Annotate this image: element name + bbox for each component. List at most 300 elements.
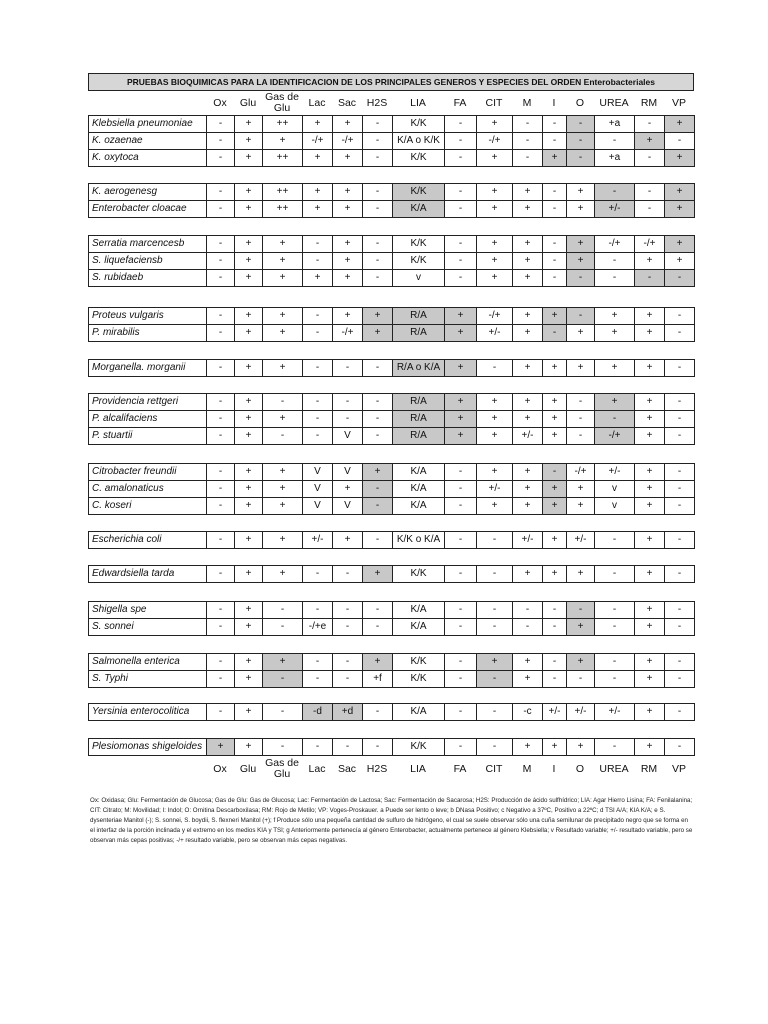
species-group <box>88 115 695 167</box>
result-cell: + <box>263 464 303 481</box>
result-cell: + <box>567 619 595 636</box>
result-cell: - <box>263 602 303 619</box>
result-cell: + <box>235 481 263 498</box>
result-cell: + <box>635 133 665 150</box>
column-header-m: M <box>522 96 532 109</box>
result-cell: + <box>513 411 543 428</box>
result-cell: -/+ <box>595 428 635 445</box>
species-group <box>88 601 695 636</box>
result-cell: - <box>665 308 695 325</box>
result-cell: - <box>363 253 393 270</box>
result-cell: - <box>207 428 235 445</box>
result-cell: - <box>477 360 513 377</box>
result-cell: +/- <box>595 201 635 218</box>
result-cell: - <box>543 133 567 150</box>
result-cell: + <box>567 253 595 270</box>
table-row <box>89 602 695 619</box>
result-cell: + <box>477 654 513 671</box>
result-cell: + <box>543 394 567 411</box>
result-cell: - <box>207 270 235 287</box>
column-header-vp: VP <box>671 762 686 775</box>
result-cell: + <box>263 498 303 515</box>
result-cell: + <box>477 498 513 515</box>
result-cell: - <box>263 619 303 636</box>
result-cell: - <box>445 184 477 201</box>
result-cell: + <box>445 394 477 411</box>
result-cell: + <box>567 325 595 342</box>
result-cell: - <box>595 619 635 636</box>
result-cell: +d <box>333 704 363 721</box>
table-row <box>89 253 695 270</box>
result-cell: + <box>263 308 303 325</box>
result-cell: + <box>513 360 543 377</box>
result-cell: - <box>513 619 543 636</box>
result-cell: +/- <box>567 704 595 721</box>
result-cell: - <box>635 201 665 218</box>
table-row <box>89 428 695 445</box>
species-name: Citrobacter freundii <box>89 464 207 481</box>
result-cell: + <box>333 150 363 167</box>
result-cell: - <box>207 411 235 428</box>
result-cell: + <box>363 464 393 481</box>
result-cell: + <box>477 201 513 218</box>
result-cell: - <box>513 602 543 619</box>
result-cell: - <box>363 532 393 549</box>
result-cell: ++ <box>263 184 303 201</box>
species-name: Plesiomonas shigeloides <box>89 739 207 756</box>
result-cell: - <box>595 602 635 619</box>
result-cell: + <box>567 201 595 218</box>
result-cell: - <box>333 671 363 688</box>
result-cell: - <box>635 184 665 201</box>
result-cell: + <box>263 481 303 498</box>
species-name: Edwardsiella tarda <box>89 566 207 583</box>
result-cell: - <box>543 619 567 636</box>
result-cell: - <box>665 481 695 498</box>
result-cell: - <box>207 360 235 377</box>
result-cell: + <box>235 704 263 721</box>
result-cell: - <box>303 428 333 445</box>
species-name: Salmonella enterica <box>89 654 207 671</box>
result-cell: - <box>207 394 235 411</box>
result-cell: + <box>567 360 595 377</box>
result-cell: R/A <box>393 394 445 411</box>
result-cell: + <box>635 671 665 688</box>
result-cell: - <box>207 464 235 481</box>
result-cell: + <box>513 671 543 688</box>
result-cell: -/+ <box>333 133 363 150</box>
result-cell: - <box>567 394 595 411</box>
species-name: Shigella spe <box>89 602 207 619</box>
table-row <box>89 270 695 287</box>
column-header-cit: CIT <box>485 762 503 775</box>
table-row <box>89 619 695 636</box>
result-cell: - <box>363 270 393 287</box>
result-cell: K/K o K/A <box>393 532 445 549</box>
result-cell: - <box>207 654 235 671</box>
result-cell: K/K <box>393 566 445 583</box>
result-cell: + <box>543 566 567 583</box>
column-header-top <box>88 89 694 117</box>
result-cell: R/A <box>393 325 445 342</box>
result-cell: + <box>363 325 393 342</box>
result-cell: + <box>665 116 695 133</box>
result-cell: - <box>543 602 567 619</box>
result-cell: + <box>235 201 263 218</box>
result-cell: K/K <box>393 253 445 270</box>
result-cell: + <box>303 184 333 201</box>
result-cell: - <box>303 325 333 342</box>
result-cell: + <box>445 308 477 325</box>
result-cell: K/A <box>393 464 445 481</box>
result-cell: + <box>635 481 665 498</box>
table-row <box>89 654 695 671</box>
result-cell: - <box>363 498 393 515</box>
species-name: K. oxytoca <box>89 150 207 167</box>
result-cell: V <box>333 428 363 445</box>
result-cell: + <box>513 184 543 201</box>
result-cell: R/A o K/A <box>393 360 445 377</box>
species-name: K. aerogenesg <box>89 184 207 201</box>
result-cell: - <box>207 253 235 270</box>
result-cell: + <box>235 325 263 342</box>
result-cell: + <box>635 532 665 549</box>
species-group <box>88 565 695 583</box>
result-cell: - <box>445 133 477 150</box>
result-cell: + <box>543 360 567 377</box>
result-cell: + <box>513 325 543 342</box>
result-cell: +/- <box>595 464 635 481</box>
result-cell: - <box>595 671 635 688</box>
result-cell: + <box>235 619 263 636</box>
species-name: P. mirabilis <box>89 325 207 342</box>
result-cell: - <box>303 308 333 325</box>
result-cell: - <box>363 619 393 636</box>
column-header-cit: CIT <box>485 96 503 109</box>
result-cell: + <box>235 133 263 150</box>
result-cell: - <box>477 671 513 688</box>
result-cell: + <box>363 654 393 671</box>
result-cell: + <box>543 308 567 325</box>
result-cell: - <box>363 411 393 428</box>
result-cell: K/K <box>393 236 445 253</box>
column-header-rm: RM <box>640 762 658 775</box>
result-cell: - <box>595 411 635 428</box>
result-cell: - <box>445 201 477 218</box>
species-name: P. stuartii <box>89 428 207 445</box>
result-cell: - <box>363 704 393 721</box>
result-cell: + <box>665 150 695 167</box>
column-header-gas-de-glu: Gas de Glu <box>265 757 299 780</box>
result-cell: - <box>445 270 477 287</box>
result-cell: -/+ <box>477 133 513 150</box>
result-cell: ++ <box>263 116 303 133</box>
result-cell: + <box>567 566 595 583</box>
result-cell: + <box>333 116 363 133</box>
result-cell: - <box>445 481 477 498</box>
result-cell: K/K <box>393 671 445 688</box>
result-cell: + <box>235 411 263 428</box>
result-cell: K/K <box>393 150 445 167</box>
result-cell: + <box>263 253 303 270</box>
result-cell: + <box>333 270 363 287</box>
result-cell: - <box>207 236 235 253</box>
result-cell: + <box>235 671 263 688</box>
species-name: K. ozaenae <box>89 133 207 150</box>
species-group <box>88 738 695 756</box>
result-cell: + <box>543 532 567 549</box>
result-cell: - <box>363 428 393 445</box>
result-cell: -/+ <box>595 236 635 253</box>
species-name: Proteus vulgaris <box>89 308 207 325</box>
result-cell: - <box>363 116 393 133</box>
result-cell: + <box>235 308 263 325</box>
column-header-glu: Glu <box>239 96 257 109</box>
table-row <box>89 671 695 688</box>
result-cell: + <box>235 116 263 133</box>
result-cell: -c <box>513 704 543 721</box>
result-cell: + <box>445 428 477 445</box>
result-cell: - <box>207 671 235 688</box>
result-cell: + <box>263 270 303 287</box>
result-cell: + <box>477 253 513 270</box>
result-cell: + <box>595 325 635 342</box>
result-cell: - <box>303 253 333 270</box>
result-cell: + <box>513 739 543 756</box>
column-header-bottom <box>88 755 694 783</box>
result-cell: + <box>543 481 567 498</box>
result-cell: + <box>445 360 477 377</box>
result-cell: - <box>665 411 695 428</box>
footnote: Ox: Oxidasa; Glu: Fermentación de Glucosa; Gas de Glu: Gas de Glucosa; Lac: Fermentación de Lactosa; Sac: Fermentación de Sacarosa; H2S: Producción de ácido sulfhídrico; LIA: Agar Hierro Lisina; FA: Fenilalanina; CIT: Citrato; M: Movilidad; I: Indol; O: Ornitina Descarboxilasa; RM: Rojo de Metilo; VP: Voges-Proskauer. a Puede ser lento o leve; b DNasa Positivo; c Negativo a 37ºC, Positivo a 22ºC; d TSI A/A; KIA K/A; e S. dysenteriae Manitol (-); S. sonnei, S. boydii, S. flexneri Manitol (+); f Produce sólo una pequeña cantidad de sulfuro de hidrógeno, el cual se suele observar sólo una cuña semilunar de precipitado negro que se forma en el interfaz de la porción inclinada y el extremo en los medios KIA y TSI; g Anteriormente pertenecía al género Enterobacter, actualmente pertenece al género Klebsiella; v Resultado variable; +/- resultado variable, pero se observan más cepas positivas; -/+ resultado variable, pero se observan más cepas negativas. <box>90 797 693 844</box>
result-cell: K/A <box>393 498 445 515</box>
result-cell: + <box>263 654 303 671</box>
species-group <box>88 531 695 549</box>
result-cell: - <box>207 532 235 549</box>
result-cell: + <box>333 184 363 201</box>
result-cell: + <box>235 739 263 756</box>
result-cell: + <box>303 150 333 167</box>
result-cell: - <box>303 566 333 583</box>
result-cell: + <box>235 253 263 270</box>
result-cell: - <box>303 360 333 377</box>
result-cell: + <box>235 566 263 583</box>
result-cell: -/+e <box>303 619 333 636</box>
result-cell: + <box>263 325 303 342</box>
result-cell: - <box>665 532 695 549</box>
result-cell: - <box>207 481 235 498</box>
result-cell: - <box>363 360 393 377</box>
table-row <box>89 566 695 583</box>
result-cell: V <box>333 498 363 515</box>
result-cell: +f <box>363 671 393 688</box>
result-cell: + <box>543 150 567 167</box>
result-cell: + <box>513 253 543 270</box>
result-cell: + <box>543 739 567 756</box>
result-cell: + <box>513 394 543 411</box>
result-cell: + <box>513 270 543 287</box>
result-cell: + <box>635 498 665 515</box>
result-cell: -/+ <box>635 236 665 253</box>
result-cell: + <box>333 308 363 325</box>
species-name: C. amalonaticus <box>89 481 207 498</box>
result-cell: +/- <box>477 481 513 498</box>
result-cell: K/K <box>393 116 445 133</box>
species-group <box>88 183 695 218</box>
result-cell: ++ <box>263 201 303 218</box>
result-cell: - <box>543 671 567 688</box>
result-cell: + <box>235 602 263 619</box>
result-cell: + <box>363 308 393 325</box>
column-header-o: O <box>575 762 585 775</box>
result-cell: + <box>595 394 635 411</box>
column-header-i: I <box>552 762 556 775</box>
result-cell: - <box>333 394 363 411</box>
result-cell: - <box>363 602 393 619</box>
result-cell: - <box>513 133 543 150</box>
result-cell: + <box>477 428 513 445</box>
table-row <box>89 360 695 377</box>
result-cell: +/- <box>513 428 543 445</box>
result-cell: + <box>513 481 543 498</box>
result-cell: + <box>235 428 263 445</box>
result-cell: - <box>333 739 363 756</box>
column-header-rm: RM <box>640 96 658 109</box>
species-name: S. sonnei <box>89 619 207 636</box>
table-row <box>89 150 695 167</box>
result-cell: - <box>303 236 333 253</box>
result-cell: - <box>445 253 477 270</box>
result-cell: - <box>543 654 567 671</box>
result-cell: - <box>595 270 635 287</box>
result-cell: - <box>333 602 363 619</box>
result-cell: + <box>635 654 665 671</box>
result-cell: - <box>263 704 303 721</box>
table-row <box>89 394 695 411</box>
result-cell: - <box>445 739 477 756</box>
table-row <box>89 532 695 549</box>
table-row <box>89 308 695 325</box>
column-header-urea: UREA <box>599 96 629 109</box>
result-cell: + <box>567 498 595 515</box>
result-cell: + <box>477 236 513 253</box>
table-row <box>89 739 695 756</box>
species-name: Serratia marcencesb <box>89 236 207 253</box>
result-cell: - <box>567 671 595 688</box>
result-cell: + <box>665 184 695 201</box>
result-cell: v <box>595 481 635 498</box>
result-cell: + <box>595 308 635 325</box>
result-cell: - <box>445 464 477 481</box>
result-cell: + <box>513 498 543 515</box>
result-cell: + <box>513 566 543 583</box>
result-cell: - <box>207 116 235 133</box>
result-cell: - <box>207 619 235 636</box>
result-cell: - <box>665 619 695 636</box>
result-cell: - <box>363 201 393 218</box>
result-cell: + <box>235 236 263 253</box>
result-cell: + <box>263 360 303 377</box>
species-name: Providencia rettgeri <box>89 394 207 411</box>
result-cell: + <box>235 270 263 287</box>
species-name: S. Typhi <box>89 671 207 688</box>
result-cell: + <box>513 654 543 671</box>
result-cell: V <box>303 464 333 481</box>
result-cell: - <box>263 394 303 411</box>
result-cell: - <box>333 360 363 377</box>
result-cell: K/A o K/K <box>393 133 445 150</box>
result-cell: + <box>333 532 363 549</box>
species-group <box>88 359 695 377</box>
result-cell: + <box>235 532 263 549</box>
result-cell: + <box>567 654 595 671</box>
result-cell: - <box>543 201 567 218</box>
result-cell: + <box>477 411 513 428</box>
result-cell: - <box>665 739 695 756</box>
result-cell: - <box>567 602 595 619</box>
result-cell: K/A <box>393 619 445 636</box>
column-header-sac: Sac <box>337 762 357 775</box>
result-cell: + <box>513 308 543 325</box>
result-cell: - <box>303 739 333 756</box>
species-group <box>88 653 695 688</box>
result-cell: -d <box>303 704 333 721</box>
result-cell: - <box>207 704 235 721</box>
result-cell: - <box>477 619 513 636</box>
result-cell: + <box>567 481 595 498</box>
result-cell: - <box>477 532 513 549</box>
result-cell: R/A <box>393 411 445 428</box>
result-cell: - <box>635 150 665 167</box>
result-cell: v <box>393 270 445 287</box>
result-cell: + <box>635 704 665 721</box>
column-header-fa: FA <box>453 762 467 775</box>
result-cell: - <box>363 481 393 498</box>
result-cell: - <box>665 325 695 342</box>
result-cell: +/- <box>595 704 635 721</box>
result-cell: - <box>445 671 477 688</box>
column-header-gas-de-glu: Gas de Glu <box>265 91 299 114</box>
species-name: Enterobacter cloacae <box>89 201 207 218</box>
result-cell: + <box>513 236 543 253</box>
result-cell: + <box>477 394 513 411</box>
table-row <box>89 481 695 498</box>
result-cell: - <box>363 236 393 253</box>
result-cell: - <box>543 270 567 287</box>
result-cell: + <box>513 464 543 481</box>
result-cell: - <box>635 270 665 287</box>
species-name: S. rubidaeb <box>89 270 207 287</box>
result-cell: - <box>363 133 393 150</box>
result-cell: - <box>207 184 235 201</box>
result-cell: + <box>635 619 665 636</box>
result-cell: - <box>445 150 477 167</box>
result-cell: - <box>445 704 477 721</box>
species-group <box>88 235 695 287</box>
result-cell: - <box>363 394 393 411</box>
result-cell: - <box>595 566 635 583</box>
column-header-lac: Lac <box>308 762 326 775</box>
result-cell: + <box>303 116 333 133</box>
result-cell: + <box>263 411 303 428</box>
result-cell: + <box>207 739 235 756</box>
column-header-m: M <box>522 762 532 775</box>
result-cell: + <box>445 325 477 342</box>
result-cell: - <box>595 133 635 150</box>
table-row <box>89 411 695 428</box>
result-cell: + <box>665 253 695 270</box>
result-cell: - <box>665 498 695 515</box>
